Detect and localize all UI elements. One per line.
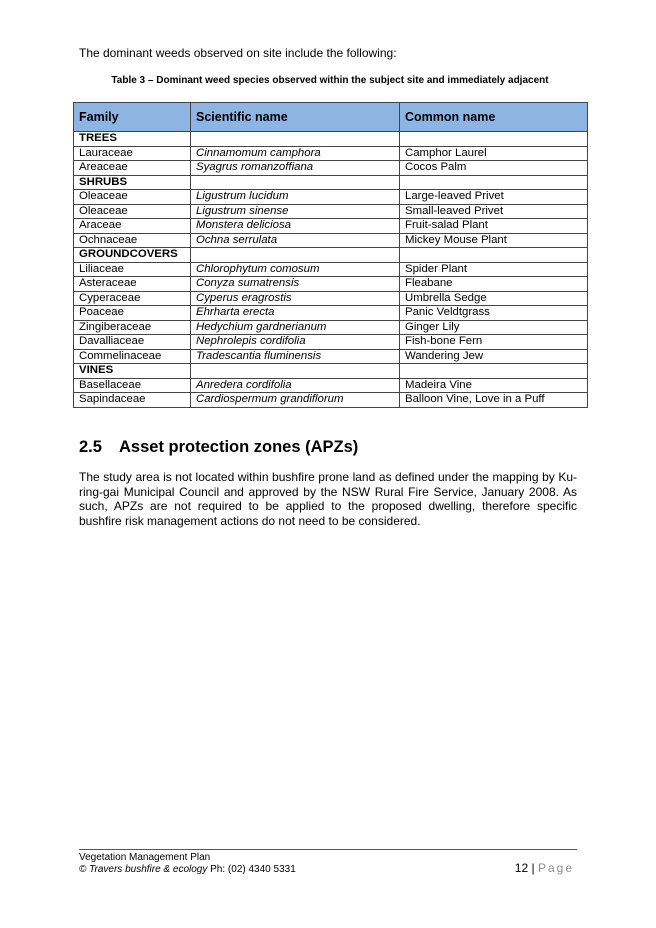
family-cell: Commelinaceae — [74, 349, 191, 364]
table-group-row — [74, 132, 588, 147]
table-row — [74, 306, 588, 321]
family-cell: Asteraceae — [74, 277, 191, 292]
table-row — [74, 277, 588, 292]
section-heading — [79, 438, 358, 457]
scientific-name-cell: Syagrus romanzoffiana — [191, 161, 400, 176]
footer-copyright-line — [79, 864, 296, 875]
common-name-cell: Fish-bone Fern — [400, 335, 588, 350]
family-cell: Zingiberaceae — [74, 320, 191, 335]
section-title: Asset protection zones (APZs) — [119, 438, 359, 456]
family-cell: Cyperaceae — [74, 291, 191, 306]
section-number: 2.5 — [79, 438, 102, 456]
scientific-name-cell: Tradescantia fluminensis — [191, 349, 400, 364]
weed-species-table — [73, 102, 588, 408]
table-group-row — [74, 175, 588, 190]
scientific-name-cell: Ochna serrulata — [191, 233, 400, 248]
scientific-name-cell: Hedychium gardnerianum — [191, 320, 400, 335]
family-cell: Oleaceae — [74, 190, 191, 205]
table-row — [74, 219, 588, 234]
family-cell: Oleaceae — [74, 204, 191, 219]
empty-cell — [191, 132, 400, 147]
family-cell: Sapindaceae — [74, 393, 191, 408]
scientific-name-cell: Chlorophytum comosum — [191, 262, 400, 277]
group-label: GROUNDCOVERS — [74, 248, 191, 263]
table-row — [74, 378, 588, 393]
table-header-row — [74, 103, 588, 132]
table-body — [74, 132, 588, 408]
common-name-cell: Spider Plant — [400, 262, 588, 277]
common-name-cell: Cocos Palm — [400, 161, 588, 176]
scientific-name-cell: Conyza sumatrensis — [191, 277, 400, 292]
group-label: SHRUBS — [74, 175, 191, 190]
table-row — [74, 262, 588, 277]
table-row — [74, 349, 588, 364]
scientific-name-cell: Ligustrum sinense — [191, 204, 400, 219]
common-name-cell: Fruit-salad Plant — [400, 219, 588, 234]
common-name-cell: Panic Veldtgrass — [400, 306, 588, 321]
scientific-name-cell: Cardiospermum grandiflorum — [191, 393, 400, 408]
header-scientific-name: Scientific name — [191, 103, 400, 132]
footer-copyright: © Travers bushfire & ecology — [79, 864, 208, 875]
table-row — [74, 320, 588, 335]
empty-cell — [400, 132, 588, 147]
common-name-cell: Umbrella Sedge — [400, 291, 588, 306]
footer-phone: Ph: (02) 4340 5331 — [207, 864, 296, 875]
footer-divider — [79, 849, 577, 850]
common-name-cell: Wandering Jew — [400, 349, 588, 364]
table-row — [74, 161, 588, 176]
common-name-cell: Balloon Vine, Love in a Puff — [400, 393, 588, 408]
common-name-cell: Mickey Mouse Plant — [400, 233, 588, 248]
family-cell: Araceae — [74, 219, 191, 234]
family-cell: Poaceae — [74, 306, 191, 321]
empty-cell — [400, 175, 588, 190]
table-row — [74, 146, 588, 161]
page-label: Page — [537, 861, 574, 875]
family-cell: Areaceae — [74, 161, 191, 176]
footer-doc-title: Vegetation Management Plan — [79, 852, 211, 863]
family-cell: Ochnaceae — [74, 233, 191, 248]
common-name-cell: Ginger Lily — [400, 320, 588, 335]
common-name-cell: Large-leaved Privet — [400, 190, 588, 205]
table-row — [74, 204, 588, 219]
table-group-row — [74, 248, 588, 263]
common-name-cell: Madeira Vine — [400, 378, 588, 393]
page-separator: | — [531, 861, 535, 875]
empty-cell — [191, 248, 400, 263]
table-row — [74, 233, 588, 248]
empty-cell — [400, 364, 588, 379]
page-number-block — [515, 861, 574, 875]
empty-cell — [191, 175, 400, 190]
scientific-name-cell: Cyperus eragrostis — [191, 291, 400, 306]
header-common-name: Common name — [400, 103, 588, 132]
scientific-name-cell: Anredera cordifolia — [191, 378, 400, 393]
scientific-name-cell: Cinnamomum camphora — [191, 146, 400, 161]
section-paragraph: The study area is not located within bushfire prone land as defined under the mapping by Ku-ring-gai Municipal Council and approved by the NSW Rural Fire Service, January 2008. As such, APZs are not required to be applied to the proposed dwelling, therefore specific bushfire risk management actions do not need to be considered. — [79, 470, 577, 528]
group-label: TREES — [74, 132, 191, 147]
scientific-name-cell: Ehrharta erecta — [191, 306, 400, 321]
page-number: 12 — [514, 861, 529, 875]
table-caption: Table 3 – Dominant weed species observed within the subject site and immediately adjacent — [111, 75, 549, 86]
header-family: Family — [74, 103, 191, 132]
scientific-name-cell: Monstera deliciosa — [191, 219, 400, 234]
group-label: VINES — [74, 364, 191, 379]
family-cell: Lauraceae — [74, 146, 191, 161]
scientific-name-cell: Ligustrum lucidum — [191, 190, 400, 205]
table-group-row — [74, 364, 588, 379]
scientific-name-cell: Nephrolepis cordifolia — [191, 335, 400, 350]
family-cell: Davalliaceae — [74, 335, 191, 350]
table-row — [74, 335, 588, 350]
empty-cell — [191, 364, 400, 379]
common-name-cell: Small-leaved Privet — [400, 204, 588, 219]
intro-text: The dominant weeds observed on site include the following: — [79, 46, 397, 60]
common-name-cell: Fleabane — [400, 277, 588, 292]
table-row — [74, 291, 588, 306]
table-row — [74, 190, 588, 205]
family-cell: Basellaceae — [74, 378, 191, 393]
empty-cell — [400, 248, 588, 263]
table-row — [74, 393, 588, 408]
family-cell: Liliaceae — [74, 262, 191, 277]
common-name-cell: Camphor Laurel — [400, 146, 588, 161]
